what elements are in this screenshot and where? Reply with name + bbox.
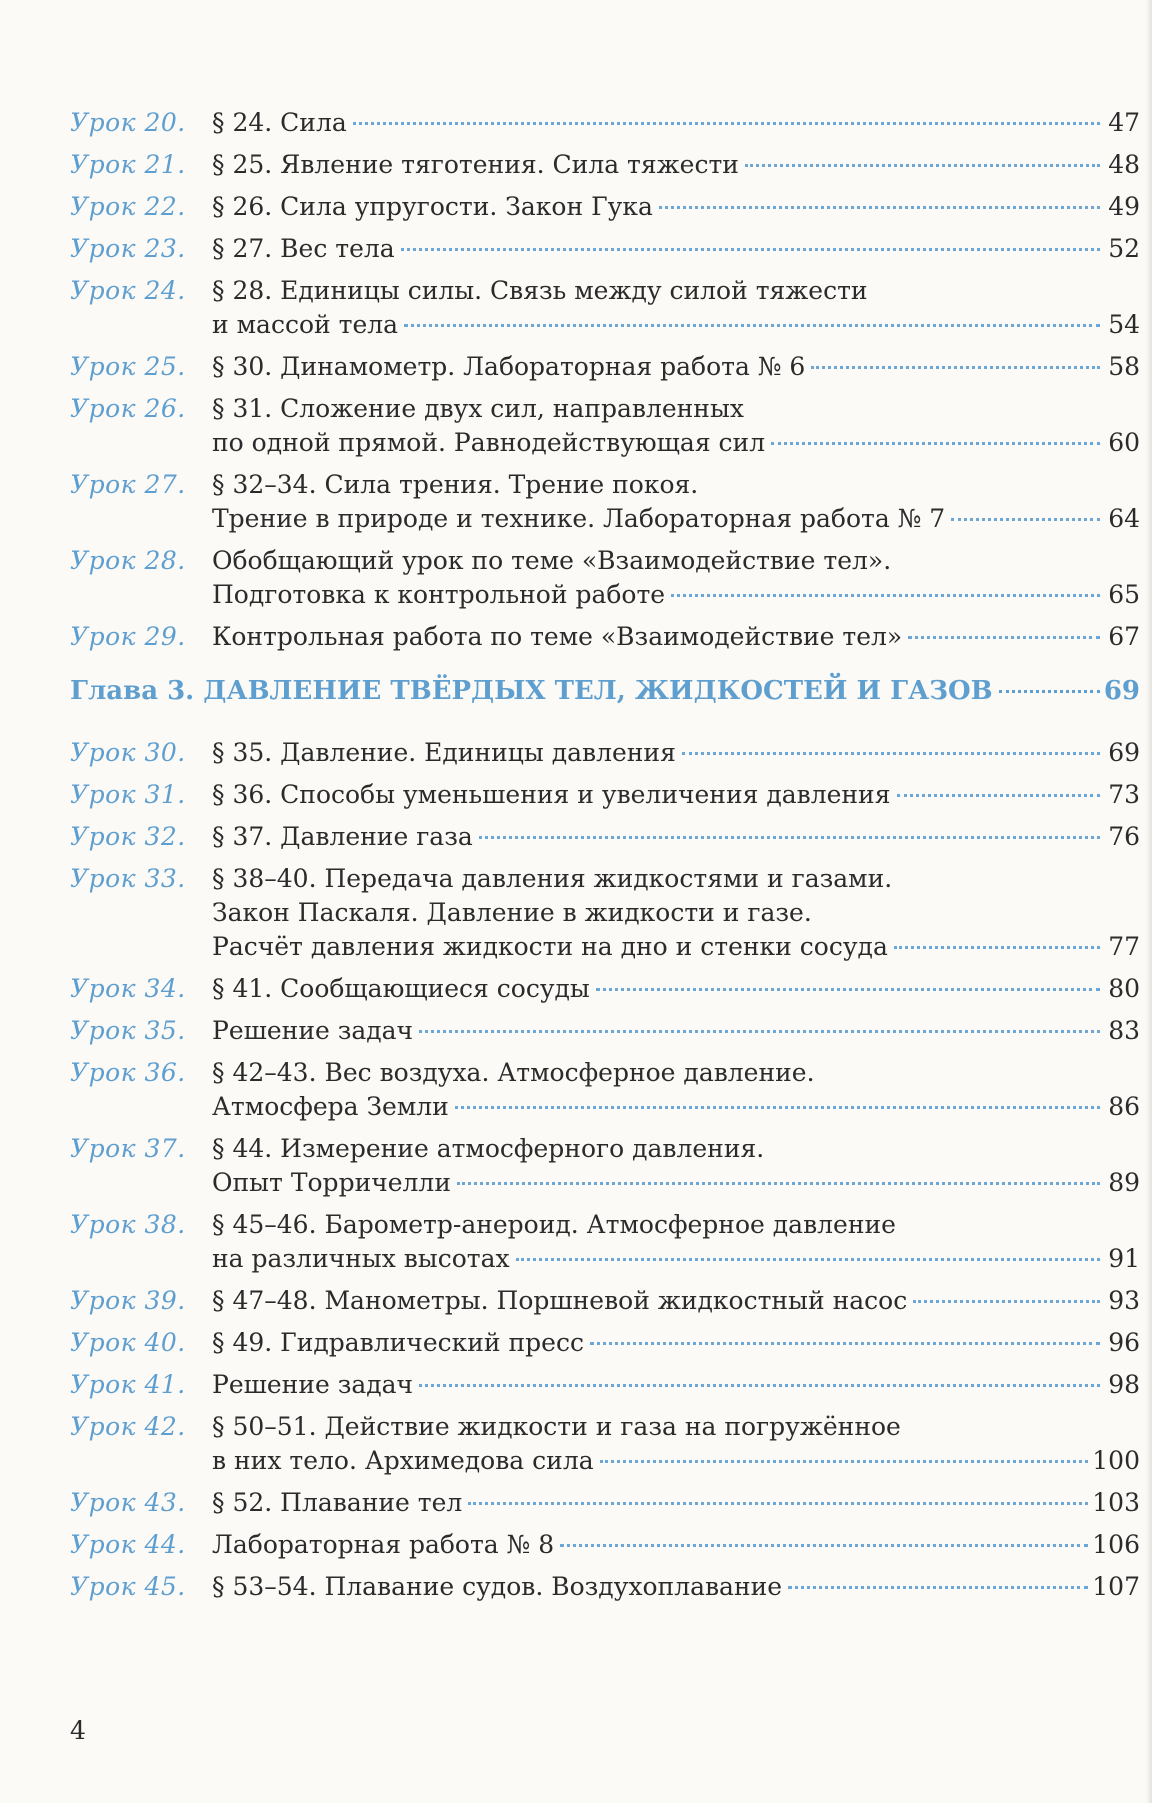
lesson-number: Урок 39. xyxy=(70,1286,186,1315)
toc-entry xyxy=(70,232,1140,266)
dot-leader xyxy=(404,323,1100,327)
toc-line xyxy=(212,930,1140,964)
page-ref: 107 xyxy=(1092,1572,1140,1601)
toc-entry xyxy=(70,274,1140,342)
lesson-lines xyxy=(212,1368,1140,1402)
lesson-title: Трение в природе и технике. Лабораторная работа № 7 xyxy=(212,504,946,533)
toc-line xyxy=(212,426,1140,460)
lesson-title: § 26. Сила упругости. Закон Гука xyxy=(212,192,653,221)
toc-entry xyxy=(70,1014,1140,1048)
lesson-lines xyxy=(212,1326,1140,1360)
toc-entry xyxy=(70,350,1140,384)
toc-entry xyxy=(70,820,1140,854)
page-ref: 73 xyxy=(1108,780,1140,809)
toc-line xyxy=(212,274,1140,308)
toc-line xyxy=(212,1056,1140,1090)
toc-line xyxy=(212,736,1140,770)
lesson-number: Урок 35. xyxy=(70,1016,186,1045)
lesson-number: Урок 32. xyxy=(70,822,186,851)
dot-leader xyxy=(590,1341,1100,1345)
lesson-title: § 36. Способы уменьшения и увеличения давления xyxy=(212,780,891,809)
toc-line xyxy=(212,1132,1140,1166)
page-ref: 91 xyxy=(1108,1244,1140,1273)
toc-line xyxy=(212,1368,1140,1402)
toc-line xyxy=(212,308,1140,342)
lesson-title: § 25. Явление тяготения. Сила тяжести xyxy=(212,150,739,179)
page-ref: 76 xyxy=(1108,822,1140,851)
lesson-title: § 37. Давление газа xyxy=(212,822,473,851)
dot-leader xyxy=(455,1105,1100,1109)
dot-leader xyxy=(897,793,1101,797)
dot-leader xyxy=(600,1459,1089,1463)
toc-entry xyxy=(70,544,1140,612)
lesson-number: Урок 27. xyxy=(70,470,186,499)
dot-leader xyxy=(479,835,1100,839)
lesson-title: § 49. Гидравлический пресс xyxy=(212,1328,584,1357)
lesson-lines xyxy=(212,274,1140,342)
page-ref: 89 xyxy=(1108,1168,1140,1197)
lesson-title: Атмосфера Земли xyxy=(212,1092,449,1121)
page-ref: 65 xyxy=(1108,580,1140,609)
toc-line xyxy=(212,778,1140,812)
lesson-number: Урок 21. xyxy=(70,150,186,179)
page-ref: 48 xyxy=(1108,150,1140,179)
lesson-lines xyxy=(212,820,1140,854)
toc-line xyxy=(212,1486,1140,1520)
page-ref: 96 xyxy=(1108,1328,1140,1357)
lesson-title: § 27. Вес тела xyxy=(212,234,395,263)
lesson-title: § 50–51. Действие жидкости и газа на погружённое xyxy=(212,1412,901,1441)
toc-line xyxy=(212,1014,1140,1048)
lesson-title: в них тело. Архимедова сила xyxy=(212,1446,594,1475)
lesson-title: Лабораторная работа № 8 xyxy=(212,1530,555,1559)
lesson-number: Урок 34. xyxy=(70,974,186,1003)
lesson-title: Подготовка к контрольной работе xyxy=(212,580,666,609)
lesson-lines xyxy=(212,1132,1140,1200)
lesson-lines xyxy=(212,350,1140,384)
lesson-number: Урок 38. xyxy=(70,1210,186,1239)
toc-entry xyxy=(70,778,1140,812)
lesson-number: Урок 29. xyxy=(70,622,186,651)
lesson-lines xyxy=(212,1528,1140,1562)
toc-line xyxy=(212,620,1140,654)
dot-leader xyxy=(516,1257,1100,1261)
lesson-number: Урок 37. xyxy=(70,1134,186,1163)
lesson-title: § 24. Сила xyxy=(212,108,347,137)
lesson-number: Урок 33. xyxy=(70,864,186,893)
lesson-title: Контрольная работа по теме «Взаимодействие тел» xyxy=(212,622,903,651)
lesson-lines xyxy=(212,620,1140,654)
lesson-lines xyxy=(212,1410,1140,1478)
lesson-number: Урок 26. xyxy=(70,394,186,423)
chapter-heading xyxy=(70,676,1140,706)
page-ref: 93 xyxy=(1108,1286,1140,1315)
lesson-lines xyxy=(212,778,1140,812)
page-ref: 80 xyxy=(1108,974,1140,1003)
toc-line xyxy=(212,1090,1140,1124)
lesson-lines xyxy=(212,190,1140,224)
lesson-title: Закон Паскаля. Давление в жидкости и газе. xyxy=(212,898,812,927)
lesson-number: Урок 36. xyxy=(70,1058,186,1087)
toc-line xyxy=(212,392,1140,426)
toc-line xyxy=(212,972,1140,1006)
page-ref: 83 xyxy=(1108,1016,1140,1045)
toc-entry xyxy=(70,1410,1140,1478)
page-ref: 100 xyxy=(1092,1446,1140,1475)
dot-leader xyxy=(671,593,1100,597)
toc-line xyxy=(212,190,1140,224)
lesson-lines xyxy=(212,1284,1140,1318)
toc-line xyxy=(212,1570,1140,1604)
toc-line xyxy=(212,1444,1140,1478)
toc-line xyxy=(212,862,1140,896)
dot-leader xyxy=(596,987,1100,991)
dot-leader xyxy=(913,1299,1100,1303)
lesson-number: Урок 40. xyxy=(70,1328,186,1357)
toc-line xyxy=(212,468,1140,502)
toc-line xyxy=(212,1208,1140,1242)
dot-leader xyxy=(659,205,1100,209)
lesson-lines xyxy=(212,544,1140,612)
lesson-title: § 42–43. Вес воздуха. Атмосферное давление. xyxy=(212,1058,815,1087)
toc-entry xyxy=(70,392,1140,460)
lesson-lines xyxy=(212,1208,1140,1276)
page-ref: 64 xyxy=(1108,504,1140,533)
lesson-title: § 53–54. Плавание судов. Воздухоплавание xyxy=(212,1572,783,1601)
lesson-number: Урок 45. xyxy=(70,1572,186,1601)
toc-line xyxy=(212,578,1140,612)
lesson-title: и массой тела xyxy=(212,310,399,339)
toc-line xyxy=(212,148,1140,182)
page-number: 4 xyxy=(70,1716,86,1745)
toc-line xyxy=(212,1410,1140,1444)
lesson-title: § 44. Измерение атмосферного давления. xyxy=(212,1134,765,1163)
lesson-number: Урок 44. xyxy=(70,1530,186,1559)
dot-leader xyxy=(419,1383,1100,1387)
lesson-number: Урок 31. xyxy=(70,780,186,809)
lesson-number: Урок 42. xyxy=(70,1412,186,1441)
toc-entry xyxy=(70,1528,1140,1562)
page-ref: 86 xyxy=(1108,1092,1140,1121)
page-ref: 69 xyxy=(1108,738,1140,767)
page-ref: 52 xyxy=(1108,234,1140,263)
toc-group-chapter-2 xyxy=(70,106,1140,654)
dot-leader xyxy=(419,1029,1100,1033)
toc-entry xyxy=(70,862,1140,964)
page-ref: 49 xyxy=(1108,192,1140,221)
lesson-number: Урок 41. xyxy=(70,1370,186,1399)
toc-entry xyxy=(70,1486,1140,1520)
toc-entry xyxy=(70,1208,1140,1276)
toc-entry xyxy=(70,1132,1140,1200)
toc-line xyxy=(212,544,1140,578)
lesson-lines xyxy=(212,392,1140,460)
lesson-lines xyxy=(212,468,1140,536)
dot-leader xyxy=(951,517,1100,521)
lesson-lines xyxy=(212,972,1140,1006)
toc-entry xyxy=(70,1056,1140,1124)
toc-entry xyxy=(70,1570,1140,1604)
lesson-title: § 35. Давление. Единицы давления xyxy=(212,738,676,767)
lesson-number: Урок 43. xyxy=(70,1488,186,1517)
table-of-contents xyxy=(70,106,1140,1612)
toc-entry xyxy=(70,190,1140,224)
lesson-number: Урок 25. xyxy=(70,352,186,381)
toc-line xyxy=(212,1284,1140,1318)
dot-leader xyxy=(908,635,1100,639)
toc-line xyxy=(212,1326,1140,1360)
toc-entry xyxy=(70,106,1140,140)
page-ref: 58 xyxy=(1108,352,1140,381)
lesson-title: Расчёт давления жидкости на дно и стенки сосуда xyxy=(212,932,888,961)
toc-line xyxy=(212,106,1140,140)
lesson-number: Урок 28. xyxy=(70,546,186,575)
page-ref: 60 xyxy=(1108,428,1140,457)
toc-entry xyxy=(70,1284,1140,1318)
lesson-lines xyxy=(212,148,1140,182)
lesson-lines xyxy=(212,736,1140,770)
toc-entry xyxy=(70,1368,1140,1402)
toc-entry xyxy=(70,736,1140,770)
lesson-number: Урок 20. xyxy=(70,108,186,137)
chapter-page-number: 69 xyxy=(1103,676,1140,706)
page-ref: 98 xyxy=(1108,1370,1140,1399)
lesson-title: на различных высотах xyxy=(212,1244,510,1273)
lesson-lines xyxy=(212,1570,1140,1604)
lesson-title: по одной прямой. Равнодействующая сил xyxy=(212,428,766,457)
dot-leader xyxy=(771,441,1100,445)
lesson-title: § 30. Динамометр. Лабораторная работа № 6 xyxy=(212,352,806,381)
toc-entry xyxy=(70,972,1140,1006)
toc-line xyxy=(212,502,1140,536)
page-ref: 77 xyxy=(1108,932,1140,961)
lesson-number: Урок 23. xyxy=(70,234,186,263)
dot-leader xyxy=(353,121,1100,125)
lesson-title: § 47–48. Манометры. Поршневой жидкостный насос xyxy=(212,1286,908,1315)
lesson-title: § 28. Единицы силы. Связь между силой тяжести xyxy=(212,276,868,305)
lesson-title: § 41. Сообщающиеся сосуды xyxy=(212,974,590,1003)
toc-entry xyxy=(70,620,1140,654)
lesson-title: Опыт Торричелли xyxy=(212,1168,451,1197)
lesson-lines xyxy=(212,232,1140,266)
lesson-title: § 32–34. Сила трения. Трение покоя. xyxy=(212,470,699,499)
lesson-number: Урок 22. xyxy=(70,192,186,221)
toc-line xyxy=(212,232,1140,266)
lesson-title: § 45–46. Барометр-анероид. Атмосферное давление xyxy=(212,1210,896,1239)
toc-group-chapter-3 xyxy=(70,736,1140,1604)
toc-line xyxy=(212,1528,1140,1562)
dot-leader xyxy=(788,1585,1088,1589)
toc-entry xyxy=(70,148,1140,182)
toc-line xyxy=(212,1166,1140,1200)
lesson-lines xyxy=(212,862,1140,964)
lesson-title: § 31. Сложение двух сил, направленных xyxy=(212,394,744,423)
lesson-number: Урок 24. xyxy=(70,276,186,305)
lesson-number: Урок 30. xyxy=(70,738,186,767)
lesson-title: Решение задач xyxy=(212,1016,414,1045)
toc-line xyxy=(212,1242,1140,1276)
dot-leader xyxy=(401,247,1100,251)
page-ref: 106 xyxy=(1092,1530,1140,1559)
page-ref: 103 xyxy=(1092,1488,1140,1517)
chapter-title: Глава 3. ДАВЛЕНИЕ ТВЁРДЫХ ТЕЛ, ЖИДКОСТЕЙ И ГАЗОВ xyxy=(70,676,993,706)
page-ref: 67 xyxy=(1108,622,1140,651)
page-ref: 47 xyxy=(1108,108,1140,137)
toc-entry xyxy=(70,468,1140,536)
dot-leader xyxy=(457,1181,1100,1185)
lesson-lines xyxy=(212,1486,1140,1520)
dot-leader xyxy=(682,751,1100,755)
lesson-title: § 38–40. Передача давления жидкостями и газами. xyxy=(212,864,893,893)
lesson-lines xyxy=(212,1056,1140,1124)
dot-leader xyxy=(745,163,1100,167)
dot-leader xyxy=(468,1501,1088,1505)
toc-line xyxy=(212,350,1140,384)
dot-leader xyxy=(560,1543,1088,1547)
dot-leader xyxy=(894,945,1100,949)
lesson-title: Решение задач xyxy=(212,1370,414,1399)
lesson-title: § 52. Плавание тел xyxy=(212,1488,463,1517)
page-edge-shadow xyxy=(1146,0,1152,1803)
toc-line xyxy=(212,820,1140,854)
page-ref: 54 xyxy=(1108,310,1140,339)
dot-leader xyxy=(999,689,1100,693)
toc-line xyxy=(212,896,1140,930)
lesson-title: Обобщающий урок по теме «Взаимодействие тел». xyxy=(212,546,892,575)
lesson-lines xyxy=(212,1014,1140,1048)
dot-leader xyxy=(811,365,1100,369)
lesson-lines xyxy=(212,106,1140,140)
toc-entry xyxy=(70,1326,1140,1360)
